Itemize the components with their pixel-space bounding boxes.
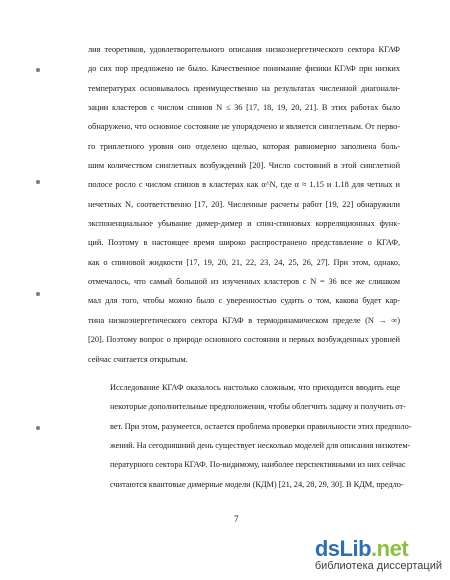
dslib-logo bbox=[315, 538, 408, 560]
text-line: некоторые дополнительные предположения, чтобы облегчить задачу и получить от- bbox=[110, 402, 406, 412]
text-line: шим количеством синглетных возбуждений [20]. Число состояний в этой синглетной bbox=[88, 161, 400, 171]
text-line: полосе росло с числом спинов в кластерах как α^N, где α ≈ 1.15 и 1.18 для четных и bbox=[88, 180, 400, 190]
text-line: мал для того, чтобы можно было с уверенностью судить о том, какова будет кар- bbox=[88, 296, 400, 306]
paragraph bbox=[88, 40, 400, 369]
page-number: 7 bbox=[234, 514, 239, 524]
text-line: ций. Поэтому в настоящее время широко распространено представление о КГАФ, bbox=[88, 238, 400, 248]
text-line: сейчас считается открытым. bbox=[88, 354, 188, 364]
dslib-watermark bbox=[315, 538, 442, 572]
text-line: обнаружено, что основное состояние не упорядочено и является синглетным. От перво- bbox=[88, 122, 400, 132]
watermark-subtitle: библиотека диссертаций bbox=[314, 560, 442, 572]
text-line: жений. На сегодняшний день существует несколько моделей для описания низкотем- bbox=[110, 440, 411, 450]
text-line: зации кластеров с числом спинов N ≤ 36 [17, 18, 19, 20, 21]. В этих работах было bbox=[88, 103, 400, 113]
paragraph bbox=[88, 378, 412, 494]
margin-dot-mark bbox=[36, 68, 40, 72]
margin-dot-mark bbox=[36, 180, 40, 184]
margin-dot-mark bbox=[36, 426, 40, 430]
text-line: тина низкоэнергетического сектора КГАФ в термодинамическом пределе (N → ∞) bbox=[88, 315, 400, 325]
text-line: температурах основывалось преимущественно на результатах численной диагонали- bbox=[88, 83, 400, 93]
logo-lib: Lib bbox=[339, 536, 372, 561]
body-text bbox=[88, 40, 412, 494]
text-line: го триплетного уровня оно отделено щелью, которая равномерно заполнена боль- bbox=[88, 141, 400, 151]
text-line: до сих пор предложено не было. Качественное понимание физики КГАФ при низких bbox=[88, 64, 400, 74]
text-line: экспоненциальное убывание димер-димер и спин-спиновых корреляционных функ- bbox=[88, 219, 400, 229]
logo-net: .net bbox=[371, 536, 409, 561]
text-line: как о спиновой жидкости [17, 19, 20, 21, 22, 23, 24, 25, 26, 27]. При этом, однако, bbox=[88, 257, 400, 267]
text-line: считаются квантовые димерные модели (КДМ) [21, 24, 28, 29, 30]. В КДМ, предло- bbox=[110, 479, 404, 489]
watermark-stack bbox=[315, 538, 442, 572]
text-line: вет. При этом, разумеется, остается проблема проверки правильности этих предполо- bbox=[110, 421, 412, 431]
logo-ds: ds bbox=[314, 536, 340, 561]
text-line: отмечалось, что самый большой из изученных кластеров с N = 36 все же слишком bbox=[88, 277, 400, 287]
text-line: нечетных N, соответственно [17, 20]. Численные расчеты работ [19, 22] обнаружили bbox=[88, 199, 400, 209]
text-line: Исследование КГАФ оказалось настолько сложным, что приходится вводить еще bbox=[110, 382, 400, 392]
text-line: [20]. Поэтому вопрос о природе основного состояния и первых возбужденных уровней bbox=[88, 335, 400, 345]
margin-dot-mark bbox=[36, 292, 40, 296]
text-line: лия теоретиков, удовлетворительного описания низкоэнергетического сектора КГАФ bbox=[88, 45, 400, 54]
text-line: пературного сектора КГАФ. По-видимому, наиболее перспективными из них сейчас bbox=[110, 460, 406, 470]
